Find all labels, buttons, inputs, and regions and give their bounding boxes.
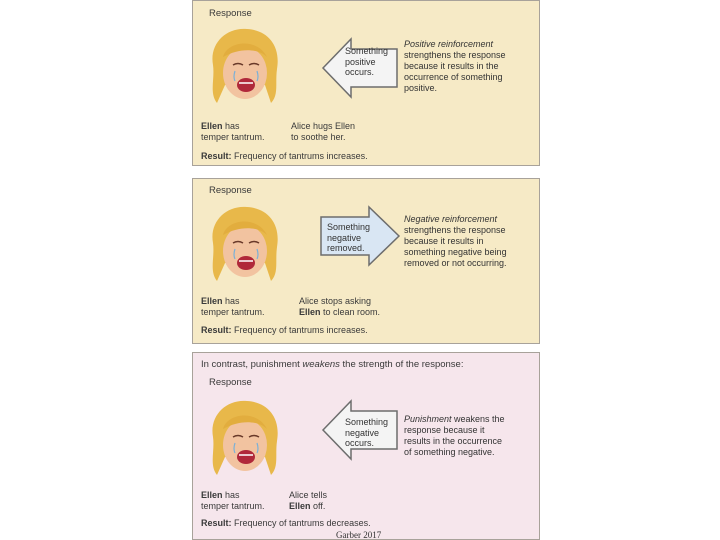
description xyxy=(404,214,507,269)
arrow-line: Something xyxy=(345,46,389,56)
arrow-line: Something xyxy=(327,222,371,232)
description-line: results in the occurrence xyxy=(404,436,503,446)
arrow-line: Something xyxy=(345,417,389,427)
ellen-caption xyxy=(201,296,265,318)
arrow-line: occurs. xyxy=(345,438,375,448)
caption-text: Alice hugs Ellen xyxy=(291,121,356,131)
result-text: Frequency of tantrums decreases. xyxy=(231,518,371,528)
response-label: Response xyxy=(209,185,252,196)
result-text: Frequency of tantrums increases. xyxy=(231,151,368,161)
alice-caption xyxy=(291,121,355,143)
alice-caption xyxy=(299,296,380,318)
caption-text: Alice stops asking xyxy=(299,296,372,306)
intro-text: the strength of the response: xyxy=(339,359,464,370)
alice-caption xyxy=(289,490,327,512)
result-label: Result: xyxy=(201,325,232,335)
result-label: Result: xyxy=(201,518,232,528)
caption-text: Alice tells xyxy=(289,490,328,500)
crying-child-illustration xyxy=(205,25,283,109)
arrow-line: negative xyxy=(327,232,362,243)
description-line: because it results in the xyxy=(404,61,499,71)
ellen-name: Ellen xyxy=(201,296,223,306)
description-title: Punishment xyxy=(404,414,452,424)
panel-negative-reinforcement xyxy=(192,178,540,344)
result-label: Result: xyxy=(201,151,232,161)
ellen-caption xyxy=(201,490,265,512)
arrow-line: occurs. xyxy=(345,67,375,77)
intro-text: In contrast, punishment xyxy=(201,359,303,370)
arrow-line: positive xyxy=(345,56,376,67)
ellen-caption xyxy=(201,121,265,143)
description xyxy=(404,39,506,94)
description-line: response because it xyxy=(404,425,485,435)
response-label: Response xyxy=(209,377,252,388)
description-line: strengthens the response xyxy=(404,50,506,60)
caption-text: to soothe her. xyxy=(291,132,346,142)
arrow-line: removed. xyxy=(327,243,365,253)
intro-emphasis: weakens xyxy=(302,359,340,370)
arrow-line: negative xyxy=(345,427,380,438)
ellen-name: Ellen xyxy=(289,501,311,511)
panel-positive-reinforcement xyxy=(192,0,540,166)
caption-text: has xyxy=(222,121,240,131)
description-line: because it results in xyxy=(404,236,484,246)
caption-text: temper tantrum. xyxy=(201,501,265,511)
caption-text: temper tantrum. xyxy=(201,307,265,317)
caption-text: off. xyxy=(310,501,326,511)
caption-text: has xyxy=(222,296,240,306)
caption-text: to clean room. xyxy=(320,307,381,317)
description-line: removed or not occurring. xyxy=(404,258,507,268)
description-line: occurrence of something xyxy=(404,72,503,82)
crying-child-illustration xyxy=(205,397,283,481)
credit-text: Garber 2017 xyxy=(336,530,382,540)
arrow-label xyxy=(345,417,388,449)
description-title: Negative reinforcement xyxy=(404,214,498,224)
description-line: weakens the xyxy=(451,414,505,424)
result-line xyxy=(201,518,371,529)
ellen-name: Ellen xyxy=(201,490,223,500)
crying-child-illustration xyxy=(205,203,283,287)
description-title: Positive reinforcement xyxy=(404,39,494,49)
arrow-label xyxy=(345,46,388,78)
description-line: something negative being xyxy=(404,247,507,257)
arrow-label xyxy=(327,222,370,254)
description-line: positive. xyxy=(404,83,438,93)
description-line: strengthens the response xyxy=(404,225,506,235)
panel-punishment xyxy=(192,352,540,540)
response-label: Response xyxy=(209,8,252,19)
result-text: Frequency of tantrums increases. xyxy=(231,325,368,335)
caption-text: temper tantrum. xyxy=(201,132,265,142)
description xyxy=(404,414,505,458)
ellen-name: Ellen xyxy=(299,307,321,317)
intro-line xyxy=(201,359,463,370)
description-line: of something negative. xyxy=(404,447,495,457)
ellen-name: Ellen xyxy=(201,121,223,131)
result-line xyxy=(201,151,368,162)
caption-text: has xyxy=(222,490,240,500)
result-line xyxy=(201,325,368,336)
